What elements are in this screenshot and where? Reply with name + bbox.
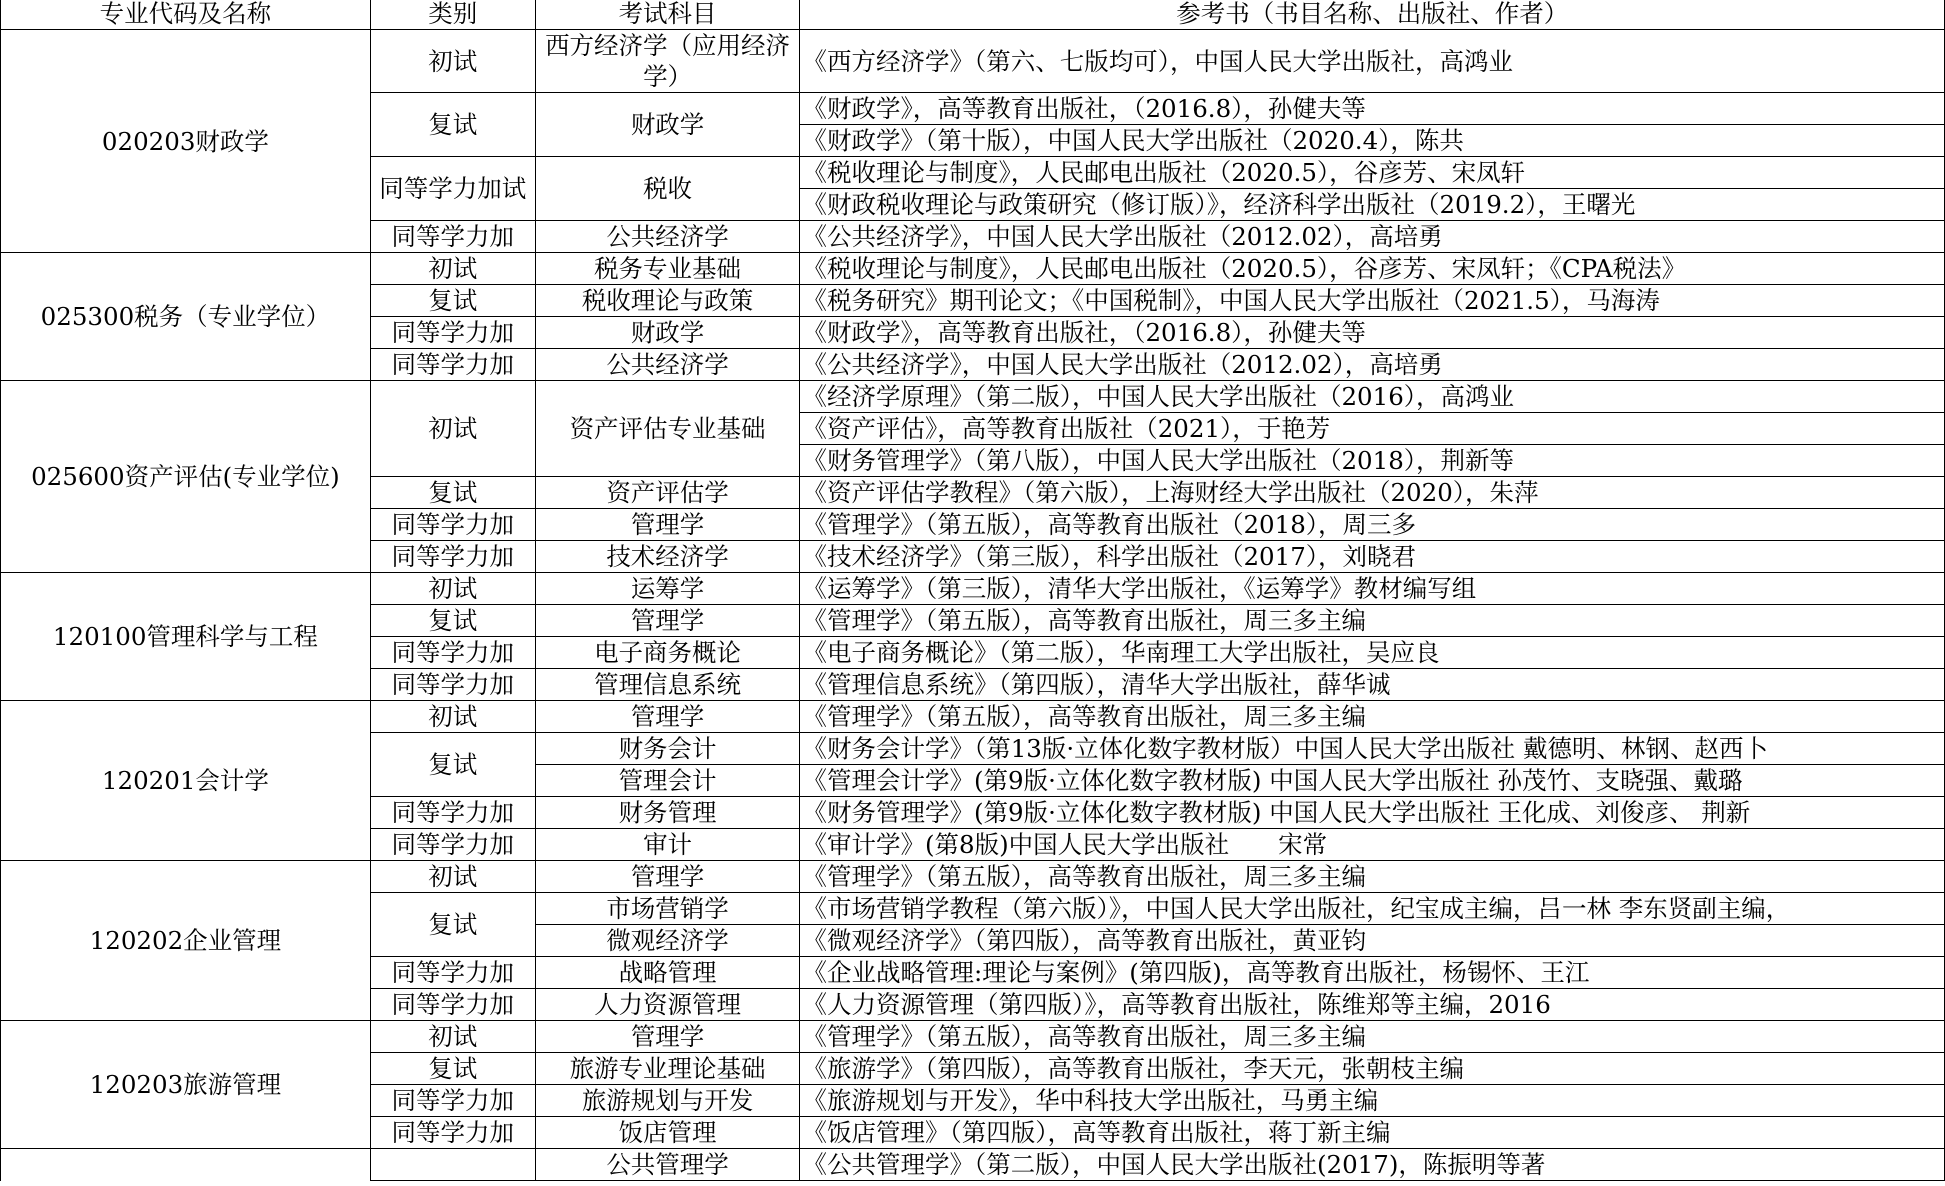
category-cell: 初试: [370, 381, 535, 477]
major-cell: 120202企业管理: [1, 861, 371, 1021]
subject-cell: 税收: [535, 157, 800, 221]
header-major: 专业代码及名称: [1, 0, 371, 30]
book-cell: 《管理信息系统》（第四版），清华大学出版社，薛华诚: [800, 669, 1945, 701]
book-cell: 《西方经济学》（第六、七版均可），中国人民大学出版社，高鸿业: [800, 30, 1945, 93]
category-cell: 同等学力加: [370, 637, 535, 669]
category-cell: 同等学力加: [370, 1117, 535, 1149]
subject-cell: 电子商务概论: [535, 637, 800, 669]
table-row: [1, 1021, 1945, 1053]
book-cell: 《运筹学》（第三版），清华大学出版社，《运筹学》教材编写组: [800, 573, 1945, 605]
book-cell: 《财政学》，高等教育出版社，（2016.8），孙健夫等: [800, 317, 1945, 349]
subject-cell: 旅游专业理论基础: [535, 1053, 800, 1085]
subject-cell: 公共管理学: [535, 1149, 800, 1181]
book-cell: 《电子商务概论》（第二版），华南理工大学出版社，吴应良: [800, 637, 1945, 669]
book-cell: 《公共管理学》（第二版），中国人民大学出版社(2017)，陈振明等著: [800, 1149, 1945, 1181]
category-cell: 复试: [370, 605, 535, 637]
book-cell: 《旅游学》（第四版），高等教育出版社，李天元，张朝枝主编: [800, 1053, 1945, 1085]
category-cell: 同等学力加: [370, 829, 535, 861]
subject-cell: 人力资源管理: [535, 989, 800, 1021]
category-cell: 同等学力加试: [370, 157, 535, 221]
major-cell: 120201会计学: [1, 701, 371, 861]
category-cell: 初试: [370, 701, 535, 733]
subject-cell: 管理会计: [535, 765, 800, 797]
book-cell: 《管理学》（第五版），高等教育出版社（2018），周三多: [800, 509, 1945, 541]
category-cell: 初试: [370, 30, 535, 93]
subject-cell: 管理学: [535, 509, 800, 541]
subject-cell: 财政学: [535, 317, 800, 349]
book-cell: 《管理学》（第五版），高等教育出版社，周三多主编: [800, 701, 1945, 733]
subject-cell: 管理学: [535, 1021, 800, 1053]
major-cell: [1, 1149, 371, 1181]
subject-cell: 资产评估专业基础: [535, 381, 800, 477]
book-cell: 《技术经济学》（第三版），科学出版社（2017），刘晓君: [800, 541, 1945, 573]
table-row: [1, 253, 1945, 285]
category-cell: 复试: [370, 893, 535, 957]
subject-cell: 税收理论与政策: [535, 285, 800, 317]
header-row: [1, 0, 1945, 30]
major-cell: 025300税务（专业学位）: [1, 253, 371, 381]
category-cell: 初试: [370, 573, 535, 605]
major-cell: 020203财政学: [1, 30, 371, 253]
category-cell: 复试: [370, 733, 535, 797]
book-cell: 《税收理论与制度》，人民邮电出版社（2020.5），谷彦芳、宋凤轩: [800, 157, 1945, 189]
category-cell: 初试: [370, 861, 535, 893]
table-row: [1, 30, 1945, 93]
book-cell: 《微观经济学》（第四版），高等教育出版社，黄亚钧: [800, 925, 1945, 957]
book-cell: 《资产评估学教程》（第六版），上海财经大学出版社（2020），朱萍: [800, 477, 1945, 509]
table-row: [1, 381, 1945, 413]
book-cell: 《管理学》（第五版），高等教育出版社，周三多主编: [800, 861, 1945, 893]
category-cell: [370, 1149, 535, 1181]
book-cell: 《企业战略管理:理论与案例》(第四版)，高等教育出版社，杨锡怀、王江: [800, 957, 1945, 989]
book-cell: 《市场营销学教程（第六版）》，中国人民大学出版社，纪宝成主编，吕一林 李东贤副主编，: [800, 893, 1945, 925]
subject-cell: 饭店管理: [535, 1117, 800, 1149]
book-cell: 《资产评估》，高等教育出版社（2021），于艳芳: [800, 413, 1945, 445]
subject-cell: 管理学: [535, 861, 800, 893]
subject-cell: 管理信息系统: [535, 669, 800, 701]
category-cell: 同等学力加: [370, 1085, 535, 1117]
book-cell: 《财务管理学》（第八版），中国人民大学出版社（2018），荆新等: [800, 445, 1945, 477]
subject-cell: 公共经济学: [535, 221, 800, 253]
book-cell: 《饭店管理》（第四版），高等教育出版社，蒋丁新主编: [800, 1117, 1945, 1149]
book-cell: 《财政学》（第十版），中国人民大学出版社（2020.4），陈共: [800, 125, 1945, 157]
header-category: 类别: [370, 0, 535, 30]
category-cell: 同等学力加: [370, 957, 535, 989]
table-row: [1, 1149, 1945, 1181]
book-cell: 《公共经济学》，中国人民大学出版社（2012.02），高培勇: [800, 349, 1945, 381]
category-cell: 复试: [370, 477, 535, 509]
category-cell: 同等学力加: [370, 541, 535, 573]
book-cell: 《管理学》（第五版），高等教育出版社，周三多主编: [800, 605, 1945, 637]
table-row: [1, 701, 1945, 733]
subject-cell: 公共经济学: [535, 349, 800, 381]
subject-cell: 财务会计: [535, 733, 800, 765]
subject-cell: 技术经济学: [535, 541, 800, 573]
subject-cell: 管理学: [535, 701, 800, 733]
book-cell: 《人力资源管理（第四版）》，高等教育出版社，陈维郑等主编，2016: [800, 989, 1945, 1021]
book-cell: 《税务研究》期刊论文；《中国税制》，中国人民大学出版社（2021.5），马海涛: [800, 285, 1945, 317]
category-cell: 同等学力加: [370, 797, 535, 829]
book-cell: 《旅游规划与开发》，华中科技大学出版社，马勇主编: [800, 1085, 1945, 1117]
subject-cell: 西方经济学（应用经济学）: [535, 30, 800, 93]
category-cell: 复试: [370, 93, 535, 157]
category-cell: 同等学力加: [370, 669, 535, 701]
subject-cell: 微观经济学: [535, 925, 800, 957]
book-cell: 《财政学》，高等教育出版社，（2016.8），孙健夫等: [800, 93, 1945, 125]
subject-cell: 战略管理: [535, 957, 800, 989]
subject-cell: 财政学: [535, 93, 800, 157]
major-cell: 120203旅游管理: [1, 1021, 371, 1149]
table-row: [1, 861, 1945, 893]
category-cell: 同等学力加: [370, 509, 535, 541]
header-books: 参考书（书目名称、出版社、作者）: [800, 0, 1945, 30]
subject-cell: 运筹学: [535, 573, 800, 605]
subject-cell: 审计: [535, 829, 800, 861]
book-cell: 《财务管理学》(第9版·立体化数字教材版) 中国人民大学出版社 王化成、刘俊彦、 荆新: [800, 797, 1945, 829]
subject-cell: 市场营销学: [535, 893, 800, 925]
category-cell: 复试: [370, 1053, 535, 1085]
book-cell: 《经济学原理》（第二版），中国人民大学出版社（2016），高鸿业: [800, 381, 1945, 413]
category-cell: 初试: [370, 1021, 535, 1053]
header-subject: 考试科目: [535, 0, 800, 30]
book-cell: 《税收理论与制度》，人民邮电出版社（2020.5），谷彦芳、宋凤轩；《CPA税法》: [800, 253, 1945, 285]
major-cell: 120100管理科学与工程: [1, 573, 371, 701]
book-cell: 《审计学》(第8版)中国人民大学出版社 宋常: [800, 829, 1945, 861]
category-cell: 同等学力加: [370, 221, 535, 253]
category-cell: 初试: [370, 253, 535, 285]
major-cell: 025600资产评估(专业学位): [1, 381, 371, 573]
book-cell: 《财政税收理论与政策研究（修订版）》，经济科学出版社（2019.2），王曙光: [800, 189, 1945, 221]
category-cell: 同等学力加: [370, 349, 535, 381]
subject-cell: 税务专业基础: [535, 253, 800, 285]
subject-cell: 管理学: [535, 605, 800, 637]
subject-cell: 资产评估学: [535, 477, 800, 509]
category-cell: 同等学力加: [370, 317, 535, 349]
book-cell: 《财务会计学》（第13版·立体化数字教材版）中国人民大学出版社 戴德明、林钢、赵西卜: [800, 733, 1945, 765]
table-row: [1, 573, 1945, 605]
category-cell: 复试: [370, 285, 535, 317]
category-cell: 同等学力加: [370, 989, 535, 1021]
subject-cell: 财务管理: [535, 797, 800, 829]
book-cell: 《管理学》（第五版），高等教育出版社，周三多主编: [800, 1021, 1945, 1053]
book-cell: 《管理会计学》(第9版·立体化数字教材版) 中国人民大学出版社 孙茂竹、支晓强、戴璐: [800, 765, 1945, 797]
book-cell: 《公共经济学》，中国人民大学出版社（2012.02），高培勇: [800, 221, 1945, 253]
subject-cell: 旅游规划与开发: [535, 1085, 800, 1117]
